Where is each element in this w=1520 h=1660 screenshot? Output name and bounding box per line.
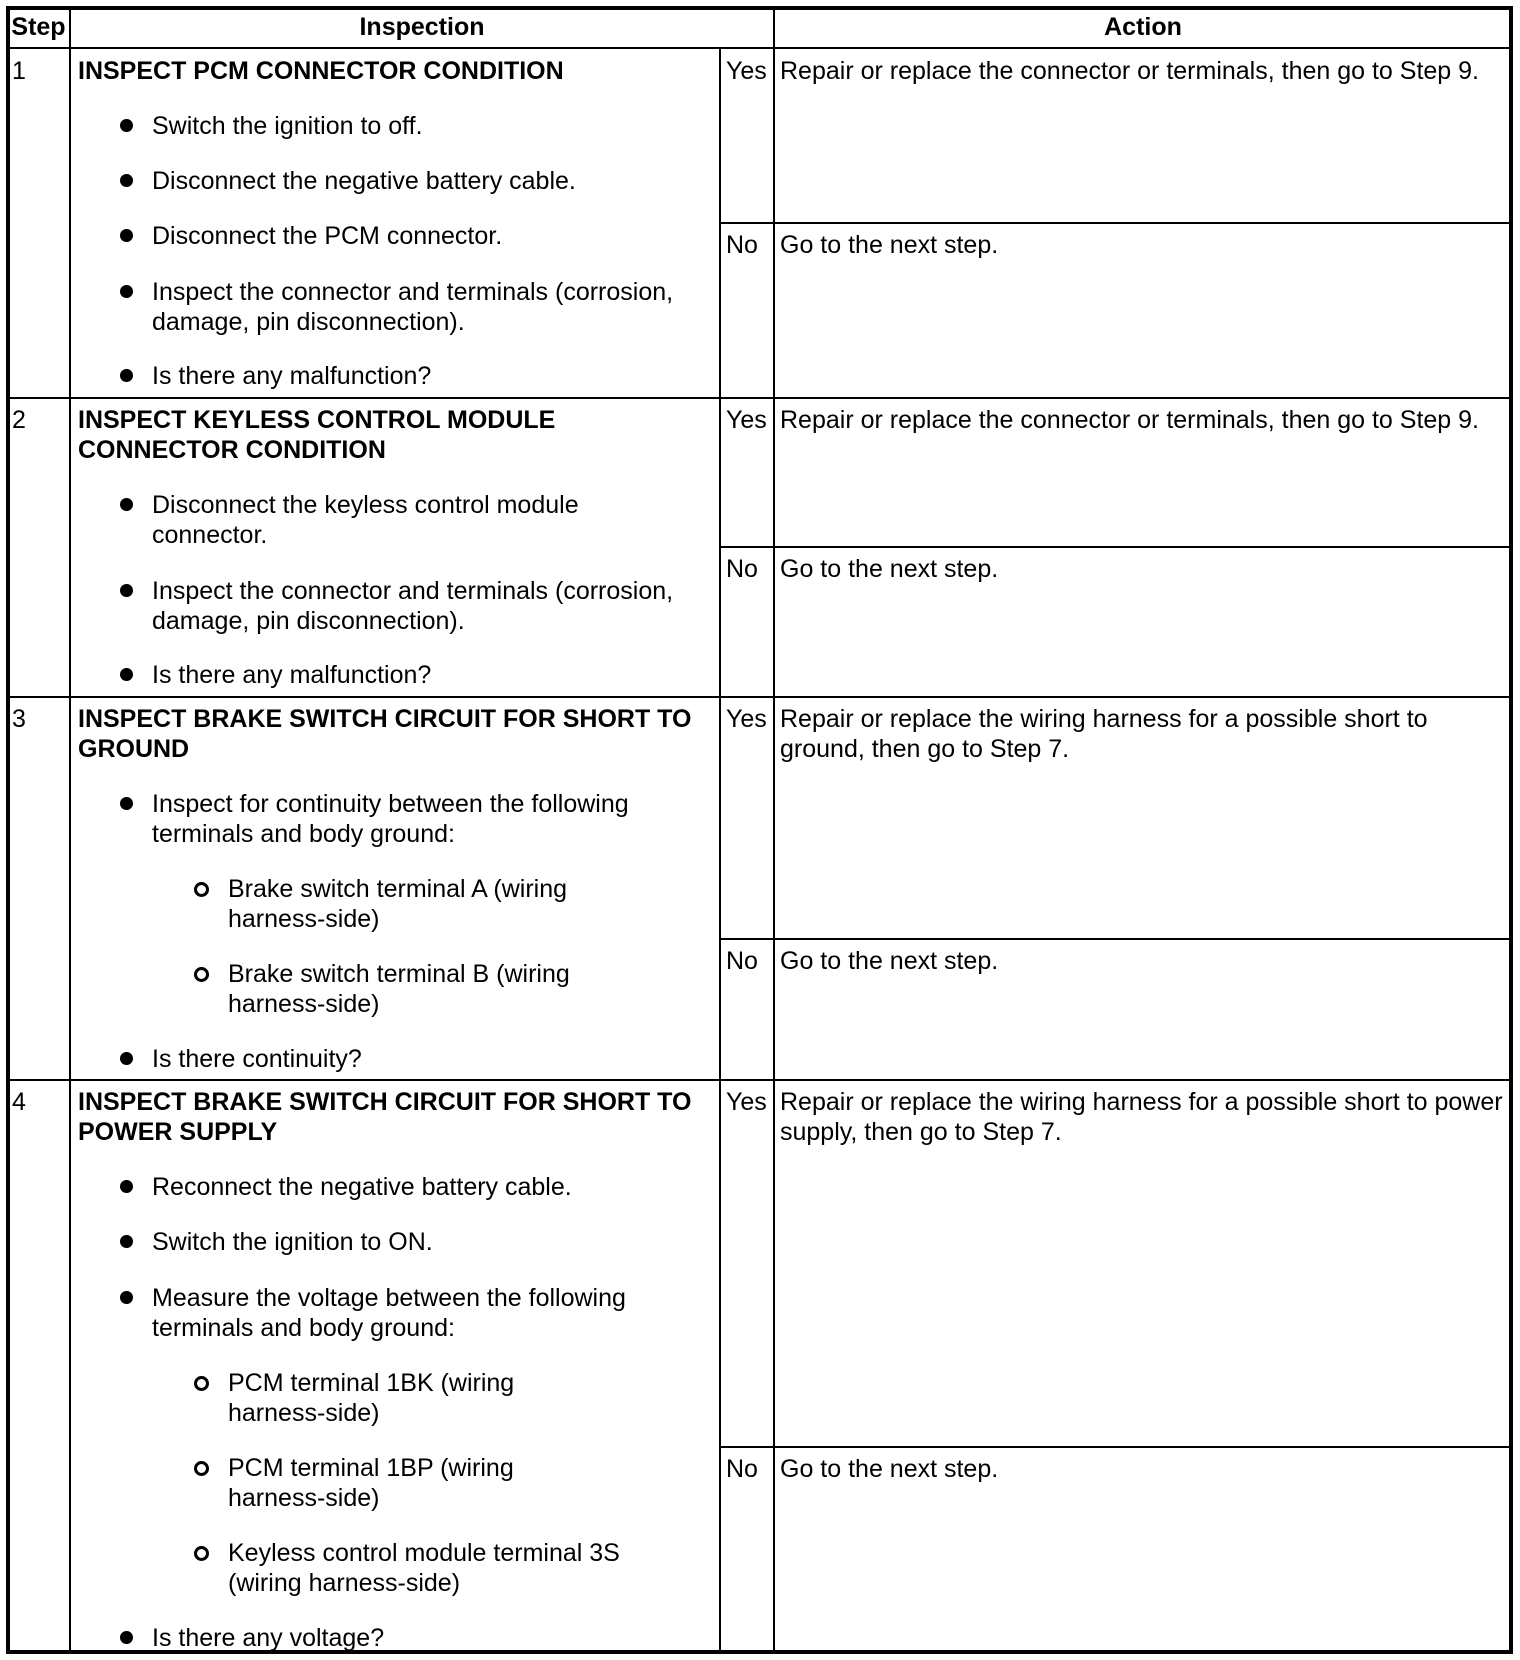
step-3-sub-bullet-continued: harness-side) bbox=[228, 990, 380, 1018]
step-1-no-action: Go to the next step. bbox=[780, 231, 999, 259]
header-step: Step bbox=[11, 13, 66, 41]
sub-bullet-icon bbox=[194, 1461, 209, 1476]
step-4-bullet-continued: terminals and body ground: bbox=[152, 1314, 455, 1342]
step-2-question: Is there any malfunction? bbox=[152, 661, 432, 689]
step-1-yes-label: Yes bbox=[726, 57, 767, 85]
header-inspection: Inspection bbox=[359, 13, 485, 41]
row-divider-1 bbox=[8, 397, 1511, 399]
step-1-title: INSPECT PCM CONNECTOR CONDITION bbox=[78, 57, 564, 85]
step-1-yes-action: Repair or replace the connector or terminals, then go to Step 9. bbox=[780, 57, 1479, 85]
bullet-icon bbox=[120, 1052, 133, 1065]
step-2-number: 2 bbox=[12, 406, 26, 434]
step-2-bullet: Inspect the connector and terminals (corrosion, bbox=[152, 577, 674, 605]
step-4-no-label: No bbox=[726, 1455, 758, 1483]
step-2-no-label: No bbox=[726, 555, 758, 583]
step-3-yes-action: Repair or replace the wiring harness for a possible short to bbox=[780, 705, 1428, 733]
step-4-bullet: Reconnect the negative battery cable. bbox=[152, 1173, 572, 1201]
step-3-sub-bullet: Brake switch terminal A (wiring bbox=[228, 875, 568, 903]
bullet-icon bbox=[120, 119, 133, 132]
step-4-sub-bullet-continued: (wiring harness-side) bbox=[228, 1569, 461, 1597]
step-2-title: CONNECTOR CONDITION bbox=[78, 436, 386, 464]
bullet-icon bbox=[120, 584, 133, 597]
step-4-yes-label: Yes bbox=[726, 1088, 767, 1116]
step-1-number: 1 bbox=[12, 57, 26, 85]
step-2-bullet-continued: connector. bbox=[152, 521, 268, 549]
step-column-divider bbox=[69, 8, 71, 1652]
sub-bullet-icon bbox=[194, 882, 209, 897]
bullet-icon bbox=[120, 1180, 133, 1193]
step-3-question: Is there continuity? bbox=[152, 1045, 362, 1073]
bullet-icon bbox=[120, 285, 133, 298]
step-4-question: Is there any voltage? bbox=[152, 1624, 385, 1652]
step-4-number: 4 bbox=[12, 1088, 26, 1116]
step-2-bullet: Disconnect the keyless control module bbox=[152, 491, 579, 519]
header-divider bbox=[8, 47, 1511, 49]
action-column-divider bbox=[773, 8, 775, 1652]
step-1-question: Is there any malfunction? bbox=[152, 362, 432, 390]
bullet-icon bbox=[120, 174, 133, 187]
step-4-sub-bullet-continued: harness-side) bbox=[228, 1484, 380, 1512]
bullet-icon bbox=[120, 1291, 133, 1304]
step-4-title: INSPECT BRAKE SWITCH CIRCUIT FOR SHORT TO bbox=[78, 1088, 692, 1116]
step-2-no-action: Go to the next step. bbox=[780, 555, 999, 583]
step-1-bullet: Switch the ignition to off. bbox=[152, 112, 423, 140]
bullet-icon bbox=[120, 797, 133, 810]
step-1-bullet: Inspect the connector and terminals (corrosion, bbox=[152, 278, 674, 306]
step-2-yes-label: Yes bbox=[726, 406, 767, 434]
step-1-bullet: Disconnect the negative battery cable. bbox=[152, 167, 576, 195]
row-divider-3 bbox=[8, 1079, 1511, 1081]
sub-bullet-icon bbox=[194, 1546, 209, 1561]
step-4-sub-bullet-continued: harness-side) bbox=[228, 1399, 380, 1427]
bullet-icon bbox=[120, 1631, 133, 1644]
step-1-bullet: Disconnect the PCM connector. bbox=[152, 222, 503, 250]
yes-no-divider-1 bbox=[720, 222, 1511, 224]
bullet-icon bbox=[120, 369, 133, 382]
step-4-sub-bullet: Keyless control module terminal 3S bbox=[228, 1539, 620, 1567]
step-4-yes-action: Repair or replace the wiring harness for a possible short to power bbox=[780, 1088, 1503, 1116]
step-4-sub-bullet: PCM terminal 1BK (wiring bbox=[228, 1369, 515, 1397]
step-3-bullet: Inspect for continuity between the following bbox=[152, 790, 629, 818]
step-1-bullet-continued: damage, pin disconnection). bbox=[152, 308, 465, 336]
yes-no-divider-4 bbox=[720, 1446, 1511, 1448]
answer-column-divider bbox=[719, 48, 721, 1652]
bullet-icon bbox=[120, 1235, 133, 1248]
yes-no-divider-3 bbox=[720, 938, 1511, 940]
step-1-no-label: No bbox=[726, 231, 758, 259]
sub-bullet-icon bbox=[194, 967, 209, 982]
step-3-yes-label: Yes bbox=[726, 705, 767, 733]
step-3-title: INSPECT BRAKE SWITCH CIRCUIT FOR SHORT TO bbox=[78, 705, 692, 733]
row-divider-2 bbox=[8, 696, 1511, 698]
step-3-bullet-continued: terminals and body ground: bbox=[152, 820, 455, 848]
step-3-number: 3 bbox=[12, 705, 26, 733]
step-3-yes-action: ground, then go to Step 7. bbox=[780, 735, 1070, 763]
step-4-bullet: Switch the ignition to ON. bbox=[152, 1228, 433, 1256]
step-4-bullet: Measure the voltage between the following bbox=[152, 1284, 626, 1312]
step-4-title: POWER SUPPLY bbox=[78, 1118, 278, 1146]
step-2-yes-action: Repair or replace the connector or terminals, then go to Step 9. bbox=[780, 406, 1479, 434]
step-4-no-action: Go to the next step. bbox=[780, 1455, 999, 1483]
header-action: Action bbox=[1104, 13, 1182, 41]
step-3-title: GROUND bbox=[78, 735, 190, 763]
bullet-icon bbox=[120, 498, 133, 511]
bullet-icon bbox=[120, 229, 133, 242]
step-3-no-action: Go to the next step. bbox=[780, 947, 999, 975]
step-2-bullet-continued: damage, pin disconnection). bbox=[152, 607, 465, 635]
sub-bullet-icon bbox=[194, 1376, 209, 1391]
step-4-sub-bullet: PCM terminal 1BP (wiring bbox=[228, 1454, 514, 1482]
bullet-icon bbox=[120, 668, 133, 681]
step-3-sub-bullet: Brake switch terminal B (wiring bbox=[228, 960, 570, 988]
step-4-yes-action: supply, then go to Step 7. bbox=[780, 1118, 1062, 1146]
step-3-sub-bullet-continued: harness-side) bbox=[228, 905, 380, 933]
step-3-no-label: No bbox=[726, 947, 758, 975]
step-2-title: INSPECT KEYLESS CONTROL MODULE bbox=[78, 406, 556, 434]
yes-no-divider-2 bbox=[720, 546, 1511, 548]
